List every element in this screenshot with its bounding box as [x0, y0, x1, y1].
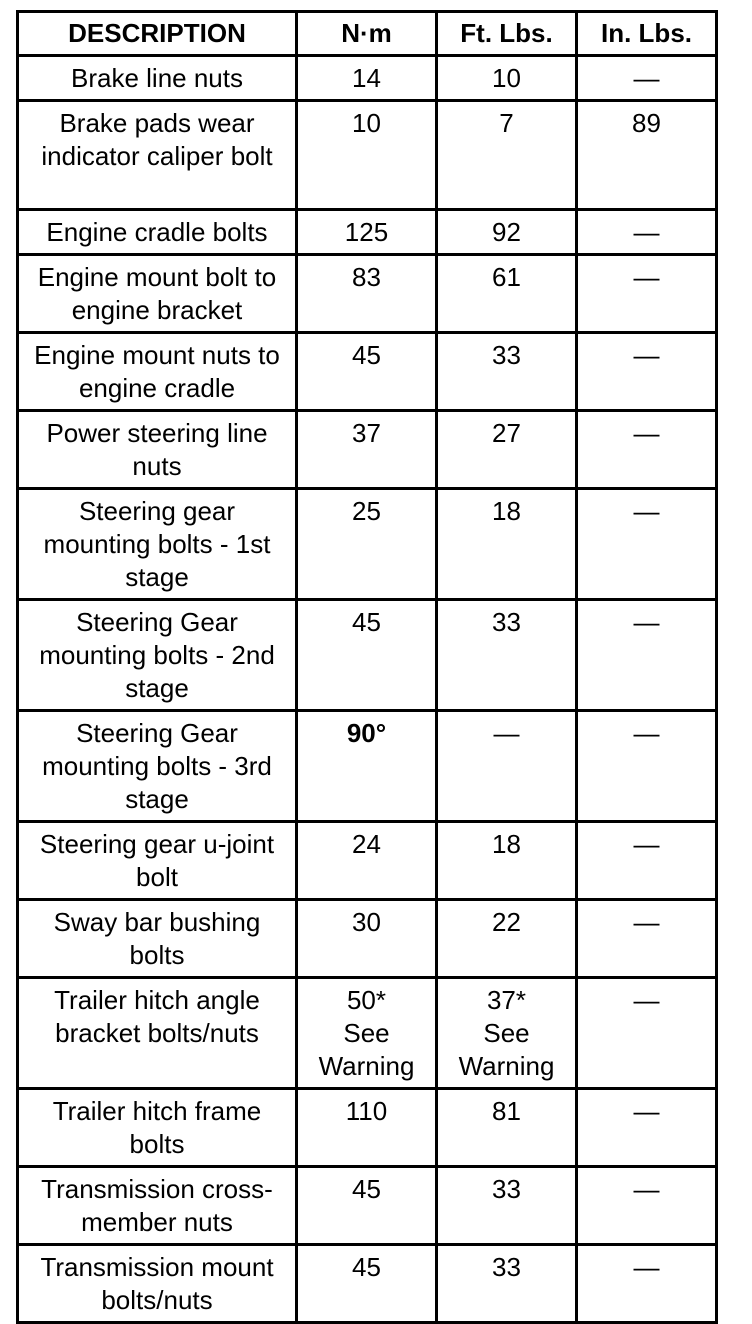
row-description: Engine cradle bolts [18, 210, 297, 255]
row-nm: 14 [297, 56, 437, 101]
row-nm: 45 [297, 600, 437, 711]
row-in-lbs: — [577, 822, 717, 900]
row-in-lbs: — [577, 1245, 717, 1323]
row-ft-lbs: 81 [437, 1089, 577, 1167]
row-in-lbs: — [577, 255, 717, 333]
row-nm: 25 [297, 489, 437, 600]
row-description: Steering gear u-joint bolt [18, 822, 297, 900]
row-ft-lbs: 7 [437, 101, 577, 210]
row-description: Brake pads wear indicator caliper bolt [18, 101, 297, 210]
row-ft-lbs: 18 [437, 489, 577, 600]
header-description: DESCRIPTION [18, 12, 297, 56]
row-nm: 30 [297, 900, 437, 978]
header-nm: N·m [297, 12, 437, 56]
row-description: Steering gear mounting bolts - 1st stage [18, 489, 297, 600]
table-row [18, 978, 717, 1089]
row-in-lbs: — [577, 1089, 717, 1167]
row-nm: 24 [297, 822, 437, 900]
row-ft-lbs: 33 [437, 600, 577, 711]
row-in-lbs: — [577, 1167, 717, 1245]
row-description: Trailer hitch angle bracket bolts/nuts [18, 978, 297, 1089]
row-ft-lbs: 22 [437, 900, 577, 978]
row-description: Engine mount nuts to engine cradle [18, 333, 297, 411]
table-row [18, 822, 717, 900]
row-description: Power steering line nuts [18, 411, 297, 489]
row-nm: 45 [297, 1167, 437, 1245]
table-body [18, 56, 717, 1323]
table-row [18, 600, 717, 711]
torque-spec-table [16, 10, 718, 1324]
row-nm: 37 [297, 411, 437, 489]
row-in-lbs: — [577, 489, 717, 600]
table-row [18, 900, 717, 978]
table-row [18, 1245, 717, 1323]
row-nm: 45 [297, 1245, 437, 1323]
row-nm: 10 [297, 101, 437, 210]
row-in-lbs: 89 [577, 101, 717, 210]
row-ft-lbs: 61 [437, 255, 577, 333]
row-description: Transmission cross-member nuts [18, 1167, 297, 1245]
row-ft-lbs: 37* See Warning [437, 978, 577, 1089]
table-row [18, 333, 717, 411]
table-row [18, 1167, 717, 1245]
table-row [18, 255, 717, 333]
row-description: Engine mount bolt to engine bracket [18, 255, 297, 333]
row-ft-lbs: 33 [437, 1167, 577, 1245]
table-header [18, 12, 717, 56]
row-nm: 50* See Warning [297, 978, 437, 1089]
table-row [18, 210, 717, 255]
row-description: Steering Gear mounting bolts - 2nd stage [18, 600, 297, 711]
row-ft-lbs: 92 [437, 210, 577, 255]
table-row [18, 711, 717, 822]
row-ft-lbs: 27 [437, 411, 577, 489]
row-ft-lbs: 33 [437, 1245, 577, 1323]
row-in-lbs: — [577, 210, 717, 255]
row-ft-lbs: — [437, 711, 577, 822]
row-description: Trailer hitch frame bolts [18, 1089, 297, 1167]
row-in-lbs: — [577, 411, 717, 489]
header-ft-lbs: Ft. Lbs. [437, 12, 577, 56]
row-ft-lbs: 33 [437, 333, 577, 411]
table-row [18, 101, 717, 210]
header-in-lbs: In. Lbs. [577, 12, 717, 56]
row-nm: 125 [297, 210, 437, 255]
table-row [18, 1089, 717, 1167]
header-row [18, 12, 717, 56]
row-nm: 83 [297, 255, 437, 333]
row-ft-lbs: 10 [437, 56, 577, 101]
row-in-lbs: — [577, 711, 717, 822]
row-description: Brake line nuts [18, 56, 297, 101]
row-in-lbs: — [577, 333, 717, 411]
table-row [18, 56, 717, 101]
table-row [18, 411, 717, 489]
row-description: Transmission mount bolts/nuts [18, 1245, 297, 1323]
table-row [18, 489, 717, 600]
row-nm: 110 [297, 1089, 437, 1167]
row-nm: 45 [297, 333, 437, 411]
row-in-lbs: — [577, 56, 717, 101]
row-description: Sway bar bushing bolts [18, 900, 297, 978]
row-in-lbs: — [577, 600, 717, 711]
row-ft-lbs: 18 [437, 822, 577, 900]
row-in-lbs: — [577, 978, 717, 1089]
row-description: Steering Gear mounting bolts - 3rd stage [18, 711, 297, 822]
row-in-lbs: — [577, 900, 717, 978]
row-nm: 90° [297, 711, 437, 822]
